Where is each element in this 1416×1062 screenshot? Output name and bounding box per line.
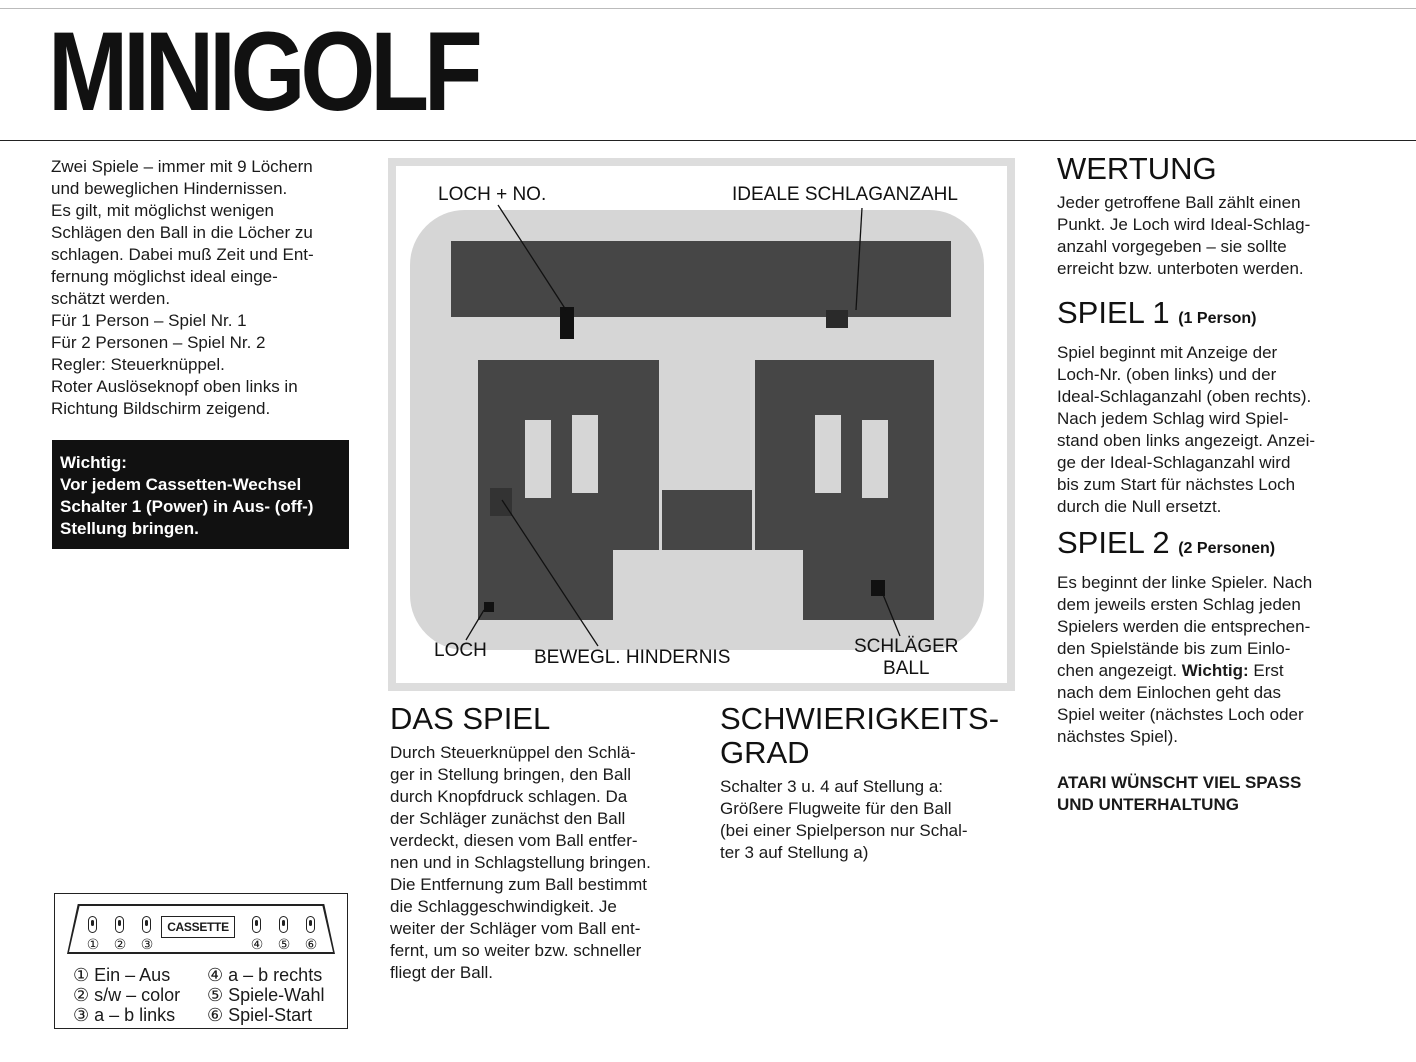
- schwierigkeit-section: [720, 702, 1020, 864]
- text-line: Spielers werden die entsprechen-: [1057, 617, 1311, 636]
- intro-line: schätzt werden.: [51, 289, 171, 308]
- text-line: den Spielstände bis zum Einlo-: [1057, 639, 1291, 658]
- text-line: fernt, um so weiter bzw. schneller: [390, 941, 642, 960]
- text-line: Größere Flugweite für den Ball: [720, 799, 952, 818]
- intro-line: Für 2 Personen – Spiel Nr. 2: [51, 333, 266, 352]
- text-line: Jeder getroffene Ball zählt einen: [1057, 193, 1301, 212]
- das-spiel-section: [390, 702, 700, 984]
- text-line: ter 3 auf Stellung a): [720, 843, 869, 862]
- text-line: ger in Stellung bringen, den Ball: [390, 765, 631, 784]
- switch-3-icon: [142, 916, 151, 933]
- text-line: nen und in Schlagstellung bringen.: [390, 853, 651, 872]
- intro-line: schlagen. Dabei muß Zeit und Ent-: [51, 245, 314, 264]
- spiel1-sub: (1 Person): [1178, 310, 1257, 327]
- switch-number: ①: [86, 936, 100, 952]
- spiel2-text: [1057, 572, 1397, 748]
- pointer-loch-no: [498, 205, 566, 310]
- switch-number: ④: [250, 936, 264, 952]
- legend-switch-6: ⑥ Spiel-Start: [207, 1005, 313, 1025]
- text-line: Spiel weiter (nächstes Loch oder: [1057, 705, 1304, 724]
- text-line: dem jeweils ersten Schlag jeden: [1057, 595, 1301, 614]
- switch-number: ⑤: [277, 936, 291, 952]
- intro-line: Richtung Bildschirm zeigend.: [51, 399, 271, 418]
- text-line: Nach jedem Schlag wird Spiel-: [1057, 409, 1289, 428]
- pointer-ideale: [856, 208, 862, 310]
- text-line: bis zum Start für nächstes Loch: [1057, 475, 1296, 494]
- label-loch-no: LOCH + NO.: [438, 184, 547, 205]
- closing-text: [1057, 772, 1301, 816]
- text-line: Punkt. Je Loch wird Ideal-Schlag-: [1057, 215, 1311, 234]
- intro-line: fernung möglichst ideal einge-: [51, 267, 278, 286]
- text-line: erreicht bzw. unterboten werden.: [1057, 259, 1304, 278]
- switch-number: ③: [140, 936, 154, 952]
- warning-line: Stellung bringen.: [60, 519, 199, 538]
- intro-line: Es gilt, mit möglichst wenigen: [51, 201, 274, 220]
- text-line: Es beginnt der linke Spieler. Nach: [1057, 573, 1313, 592]
- text-line: Schalter 3 u. 4 auf Stellung a:: [720, 777, 944, 796]
- text-line: der Schläger zunächst den Ball: [390, 809, 626, 828]
- text-line: Die Entfernung zum Ball bestimmt: [390, 875, 647, 894]
- label-ideale: IDEALE SCHLAGANZAHL: [732, 184, 958, 205]
- spiel1-section: [1057, 296, 1397, 518]
- switch-4-icon: [252, 916, 261, 933]
- spiel1-text: [1057, 342, 1397, 518]
- schwierigkeit-heading-1: SCHWIERIGKEITS-: [720, 701, 1000, 736]
- switch-number: ⑥: [304, 936, 318, 952]
- das-spiel-heading: DAS SPIEL: [390, 701, 551, 736]
- spiel2-sub: (2 Personen): [1178, 540, 1276, 557]
- text-fragment: Erst: [1248, 661, 1284, 680]
- intro-line: Regler: Steuerknüppel.: [51, 355, 225, 374]
- intro-line: Zwei Spiele – immer mit 9 Löchern: [51, 157, 313, 176]
- warning-line: Vor jedem Cassetten-Wechsel: [60, 475, 302, 494]
- label-hindernis: BEWEGL. HINDERNIS: [534, 647, 731, 668]
- text-line: fliegt der Ball.: [390, 963, 493, 982]
- intro-line: und beweglichen Hindernissen.: [51, 179, 288, 198]
- text-line: durch die Null ersetzt.: [1057, 497, 1222, 516]
- spiel2-heading-row: [1057, 526, 1397, 566]
- legend-switch-3: ③ a – b links: [73, 1005, 176, 1025]
- text-line: (bei einer Spielperson nur Schal-: [720, 821, 968, 840]
- legend-switch-5: ⑤ Spiele-Wahl: [207, 985, 325, 1005]
- text-line: die Schlaggeschwindigkeit. Je: [390, 897, 617, 916]
- spiel2-heading: SPIEL 2: [1057, 525, 1170, 560]
- switch-number: ②: [113, 936, 127, 952]
- text-line: Spiel beginnt mit Anzeige der: [1057, 343, 1278, 362]
- text-line: anzahl vorgegeben – sie sollte: [1057, 237, 1287, 256]
- schwierigkeit-heading-2: GRAD: [720, 735, 810, 770]
- pointer-schlaeger: [882, 592, 900, 636]
- wertung-heading: WERTUNG: [1057, 151, 1217, 186]
- wertung-section: [1057, 152, 1397, 280]
- label-ball-line: BALL: [883, 658, 930, 679]
- label-loch: LOCH: [434, 640, 487, 661]
- spiel2-section: [1057, 526, 1397, 748]
- text-line: weiter der Schläger vom Ball ent-: [390, 919, 641, 938]
- spiel1-heading: SPIEL 1: [1057, 295, 1170, 330]
- legend-switch-1: ① Ein – Aus: [73, 965, 171, 985]
- warning-line: Wichtig:: [60, 453, 127, 472]
- switch-6-icon: [306, 916, 315, 933]
- closing-line: ATARI WÜNSCHT VIEL SPASS: [1057, 773, 1302, 792]
- legend-switch-2: ② s/w – color: [73, 985, 181, 1005]
- warning-line: Schalter 1 (Power) in Aus- (off-): [60, 497, 314, 516]
- intro-line: Für 1 Person – Spiel Nr. 1: [51, 311, 247, 330]
- legend-switch-4: ④ a – b rechts: [207, 965, 323, 985]
- text-line: ge der Ideal-Schlaganzahl wird: [1057, 453, 1291, 472]
- switch-5-icon: [279, 916, 288, 933]
- pointer-hindernis: [502, 500, 598, 646]
- schwierigkeit-text: [720, 776, 1020, 864]
- text-line: verdeckt, diesen vom Ball entfer-: [390, 831, 638, 850]
- intro-line: Schlägen den Ball in die Löcher zu: [51, 223, 313, 242]
- text-line: Ideal-Schlaganzahl (oben rechts).: [1057, 387, 1312, 406]
- console-switch-diagram: [54, 893, 348, 1029]
- text-line: stand oben links angezeigt. Anzei-: [1057, 431, 1316, 450]
- label-schlaeger: [854, 636, 959, 680]
- pointer-loch: [466, 610, 484, 640]
- text-line: nächstes Spiel).: [1057, 727, 1178, 746]
- text-line: durch Knopfdruck schlagen. Da: [390, 787, 628, 806]
- das-spiel-text: [390, 742, 700, 984]
- cassette-slot: CASSETTE: [161, 916, 235, 938]
- text-line: nach dem Einlochen geht das: [1057, 683, 1281, 702]
- intro-line: Roter Auslöseknopf oben links in: [51, 377, 298, 396]
- text-line: [1057, 660, 1397, 682]
- page-title: MINIGOLF: [48, 9, 478, 134]
- closing-line: UND UNTERHALTUNG: [1057, 795, 1239, 814]
- text-fragment: chen angezeigt.: [1057, 661, 1178, 680]
- switch-1-icon: [88, 916, 97, 933]
- switch-2-icon: [115, 916, 124, 933]
- label-schlaeger-line: SCHLÄGER: [854, 636, 959, 657]
- text-line: Durch Steuerknüppel den Schlä-: [390, 743, 636, 762]
- wichtig-label: Wichtig:: [1181, 661, 1249, 680]
- spiel1-heading-row: [1057, 296, 1397, 336]
- text-line: Loch-Nr. (oben links) und der: [1057, 365, 1277, 384]
- wertung-text: [1057, 192, 1397, 280]
